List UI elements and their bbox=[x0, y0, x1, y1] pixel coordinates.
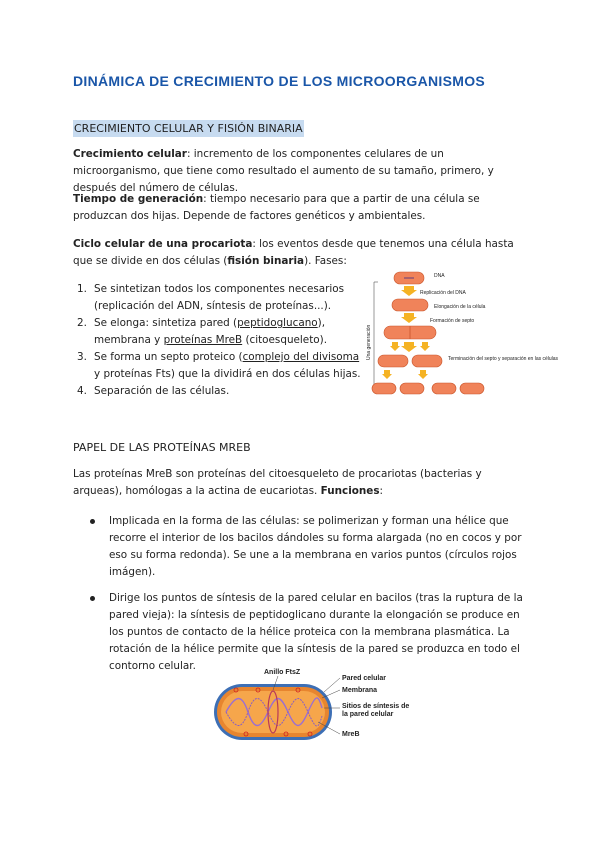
stage-label-septum: Formación de septo bbox=[430, 318, 475, 324]
dna-label: DNA bbox=[434, 273, 445, 279]
section-heading-mreb: PAPEL DE LAS PROTEÍNAS MREB bbox=[73, 441, 251, 454]
ring-label: Anillo FtsZ bbox=[264, 669, 301, 676]
list-item bbox=[90, 513, 530, 581]
term-cell-growth: Crecimiento celular bbox=[73, 148, 187, 160]
link-divisoma: complejo del divisoma bbox=[242, 351, 360, 363]
daughter-cell bbox=[460, 383, 484, 394]
arrow-down-icon bbox=[401, 342, 417, 352]
mreb-helix-figure bbox=[212, 664, 410, 748]
list-number: 2. bbox=[77, 317, 87, 329]
arrow-down-icon bbox=[382, 370, 392, 379]
cytoplasm bbox=[221, 691, 325, 733]
section-heading-growth bbox=[73, 122, 304, 135]
daughter-cell bbox=[432, 383, 456, 394]
step-text: (citoesqueleto). bbox=[242, 334, 327, 346]
functions-list bbox=[90, 513, 530, 684]
list-item bbox=[73, 315, 363, 349]
cell-stage-2 bbox=[392, 299, 428, 311]
paragraph-generation-time bbox=[73, 191, 523, 225]
page-title: DINÁMICA DE CRECIMIENTO DE LOS MICROORGANISMOS bbox=[73, 73, 486, 89]
daughter-cell bbox=[412, 355, 442, 367]
definition-generation-time: : tiempo necesario para que a partir de una célula se produzcan dos hijas. Depende de factores genéticos y ambientales. bbox=[73, 193, 480, 222]
paragraph-mreb-intro bbox=[73, 466, 523, 500]
step-text: ), membrana y bbox=[94, 317, 326, 346]
stage-label-replication: Replicación del DNA bbox=[420, 290, 466, 296]
function-text: Dirige los puntos de síntesis de la pared celular en bacilos (tras la ruptura de la pared vieja): la síntesis de peptidoglicano durante la elongación se produce en los puntos de contacto de la hélice proteica con la membrana plasmática. La rotación de la hélice permite que la síntesis de la pared se produzca en todo el contorno celular. bbox=[109, 592, 523, 672]
list-item bbox=[73, 383, 363, 400]
bullet-icon bbox=[90, 519, 95, 524]
bullet-icon bbox=[90, 596, 95, 601]
step-text: Se forma un septo proteico ( bbox=[94, 351, 243, 363]
daughter-cell bbox=[372, 383, 396, 394]
list-item bbox=[73, 281, 363, 315]
stage-label-elongation: Elongación de la célula bbox=[434, 304, 486, 310]
mreb-intro-text: Las proteínas MreB son proteínas del citoesqueleto de procariotas (bacterias y arqueas), homólogas a la actina de eucariotas. bbox=[73, 468, 482, 497]
arrow-down-icon bbox=[390, 342, 400, 351]
step-text: Separación de las células. bbox=[94, 385, 230, 397]
cell-cycle-end: ). Fases: bbox=[304, 255, 347, 267]
term-generation-time: Tiempo de generación bbox=[73, 193, 204, 205]
step-text: y proteínas Fts) que la dividirá en dos células hijas. bbox=[94, 368, 361, 380]
daughter-cell bbox=[400, 383, 424, 394]
term-binary-fission: fisión binaria bbox=[227, 255, 305, 267]
link-proteinas-mreb: proteínas MreB bbox=[163, 334, 243, 346]
wall-label: Pared celular bbox=[342, 675, 386, 682]
stage-label-termination bbox=[448, 356, 559, 362]
arrow-down-icon bbox=[401, 313, 417, 323]
intro-colon: : bbox=[379, 485, 384, 497]
paragraph-cell-cycle bbox=[73, 236, 523, 270]
binary-fission-figure bbox=[364, 268, 559, 400]
list-number: 4. bbox=[77, 385, 87, 397]
cell-cycle-text: : los eventos desde que tenemos una célula hasta que se divide en dos células ( bbox=[73, 238, 514, 267]
arrow-down-icon bbox=[418, 370, 428, 379]
termination-line: Terminación del septo y separación en las células bbox=[448, 356, 559, 362]
term-cell-cycle: Ciclo celular de una procariota bbox=[73, 238, 253, 250]
step-text: Se elonga: sintetiza pared ( bbox=[94, 317, 238, 329]
phases-list bbox=[73, 281, 363, 400]
mreb-label: MreB bbox=[342, 731, 360, 738]
sites-label-2: la pared celular bbox=[342, 711, 394, 718]
list-number: 3. bbox=[77, 351, 87, 363]
heading-highlight: CRECIMIENTO CELULAR Y FISIÓN BINARIA bbox=[74, 122, 303, 135]
term-funciones: Funciones bbox=[320, 485, 380, 497]
arrow-down-icon bbox=[420, 342, 430, 351]
link-peptidoglucano: peptidoglucano bbox=[237, 317, 318, 329]
daughter-cell bbox=[378, 355, 408, 367]
definition-cell-growth: : incremento de los componentes celulares de un microorganismo, que tiene como resultado el aumento de su tamaño, primero, y después del número de células. bbox=[73, 148, 494, 194]
function-text: Implicada en la forma de las células: se polimerizan y forman una hélice que recorre el interior de los bacilos dándoles su forma alargada (no en cocos y por eso su forma redonda). Se une a la membrana en varios puntos (círculos rojos imágen). bbox=[109, 515, 522, 578]
step-text: Se sintetizan todos los componentes necesarios (replicación del ADN, síntesis de proteínas...). bbox=[94, 283, 345, 312]
list-item bbox=[73, 349, 363, 383]
membrane-label: Membrana bbox=[342, 687, 378, 694]
list-item bbox=[90, 590, 530, 675]
leader-line bbox=[324, 678, 340, 692]
list-number: 1. bbox=[77, 283, 87, 295]
generation-label: Una generación bbox=[366, 324, 372, 360]
paragraph-cell-growth bbox=[73, 146, 523, 197]
sites-label-1: Sitios de síntesis de bbox=[342, 703, 410, 710]
arrow-down-icon bbox=[401, 286, 417, 296]
